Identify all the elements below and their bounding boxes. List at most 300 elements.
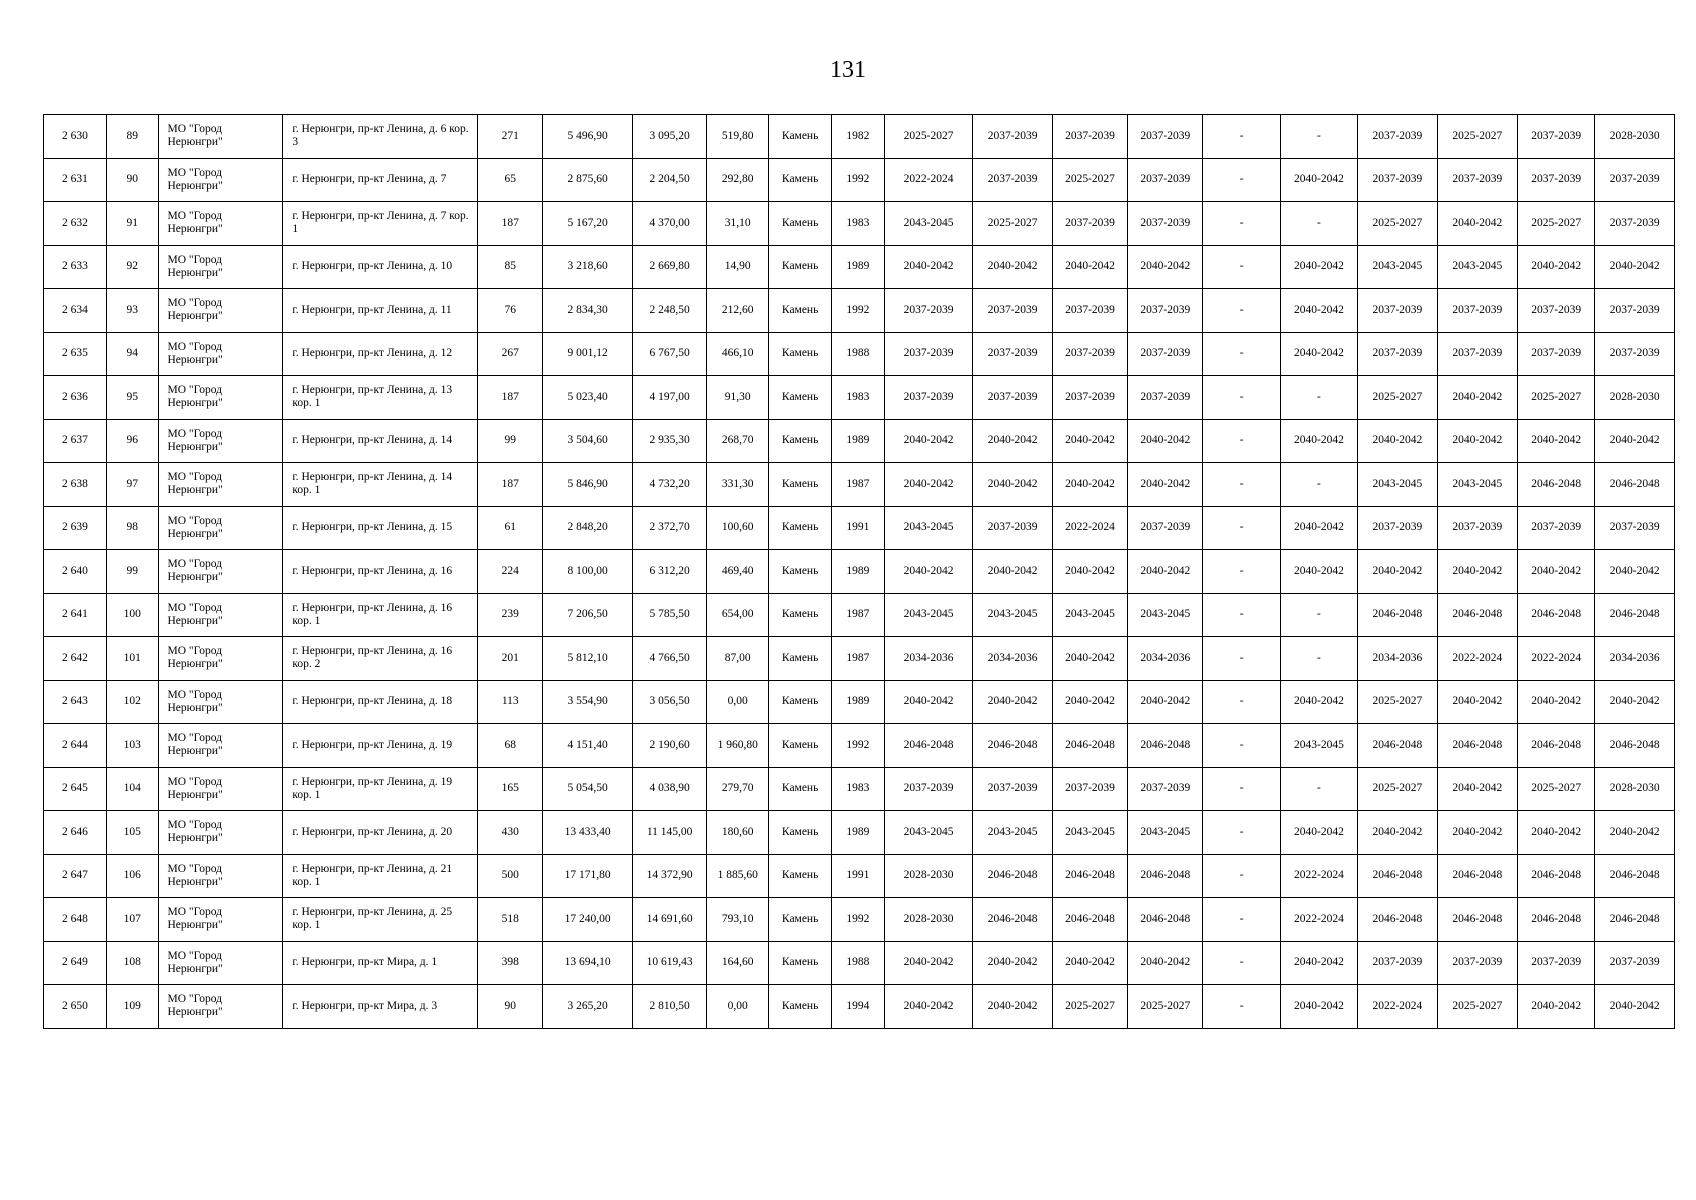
cell-period-7: 2037-2039 xyxy=(1358,158,1437,202)
cell-living-area: 2 810,50 xyxy=(633,985,707,1029)
cell-period-10: 2046-2048 xyxy=(1595,854,1675,898)
cell-period-10: 2040-2042 xyxy=(1595,550,1675,594)
cell-period-5: - xyxy=(1203,637,1280,681)
cell-total-area: 17 240,00 xyxy=(543,898,633,942)
cell-build-year: 1988 xyxy=(832,941,885,985)
cell-build-year: 1994 xyxy=(832,985,885,1029)
cell-municipality: МО "Город Нерюнгри" xyxy=(158,245,283,289)
cell-address: г. Нерюнгри, пр-кт Ленина, д. 16 xyxy=(283,550,478,594)
table-row xyxy=(44,898,1675,942)
cell-period-3: 2040-2042 xyxy=(1052,463,1127,507)
cell-wall-material: Камень xyxy=(769,898,832,942)
table-row xyxy=(44,985,1675,1029)
cell-period-6: - xyxy=(1280,463,1357,507)
cell-period-9: 2040-2042 xyxy=(1518,811,1595,855)
cell-residents: 187 xyxy=(478,202,543,246)
cell-item-number: 98 xyxy=(106,506,158,550)
cell-period-8: 2025-2027 xyxy=(1437,985,1517,1029)
cell-period-2: 2040-2042 xyxy=(973,245,1052,289)
cell-residents: 201 xyxy=(478,637,543,681)
cell-row-number: 2 631 xyxy=(44,158,107,202)
cell-period-1: 2037-2039 xyxy=(884,767,973,811)
cell-period-6: - xyxy=(1280,767,1357,811)
cell-non-living-area: 212,60 xyxy=(707,289,769,333)
cell-address: г. Нерюнгри, пр-кт Ленина, д. 11 xyxy=(283,289,478,333)
cell-period-1: 2040-2042 xyxy=(884,941,973,985)
cell-non-living-area: 292,80 xyxy=(707,158,769,202)
cell-non-living-area: 331,30 xyxy=(707,463,769,507)
cell-period-10: 2034-2036 xyxy=(1595,637,1675,681)
cell-period-10: 2037-2039 xyxy=(1595,332,1675,376)
table-row xyxy=(44,115,1675,159)
cell-build-year: 1989 xyxy=(832,245,885,289)
cell-period-5: - xyxy=(1203,289,1280,333)
table-row xyxy=(44,376,1675,420)
cell-period-1: 2022-2024 xyxy=(884,158,973,202)
cell-address: г. Нерюнгри, пр-кт Ленина, д. 18 xyxy=(283,680,478,724)
table-row xyxy=(44,506,1675,550)
cell-address: г. Нерюнгри, пр-кт Ленина, д. 13 кор. 1 xyxy=(283,376,478,420)
cell-municipality: МО "Город Нерюнгри" xyxy=(158,680,283,724)
cell-residents: 239 xyxy=(478,593,543,637)
cell-period-4: 2037-2039 xyxy=(1128,289,1203,333)
cell-wall-material: Камень xyxy=(769,593,832,637)
cell-period-7: 2037-2039 xyxy=(1358,941,1437,985)
cell-period-3: 2037-2039 xyxy=(1052,289,1127,333)
cell-item-number: 95 xyxy=(106,376,158,420)
cell-item-number: 102 xyxy=(106,680,158,724)
cell-period-9: 2037-2039 xyxy=(1518,289,1595,333)
cell-build-year: 1987 xyxy=(832,463,885,507)
cell-total-area: 3 554,90 xyxy=(543,680,633,724)
cell-build-year: 1982 xyxy=(832,115,885,159)
cell-row-number: 2 649 xyxy=(44,941,107,985)
cell-row-number: 2 645 xyxy=(44,767,107,811)
cell-period-6: 2040-2042 xyxy=(1280,332,1357,376)
cell-period-4: 2025-2027 xyxy=(1128,985,1203,1029)
cell-living-area: 2 669,80 xyxy=(633,245,707,289)
cell-period-4: 2034-2036 xyxy=(1128,637,1203,681)
cell-period-10: 2046-2048 xyxy=(1595,463,1675,507)
cell-period-6: - xyxy=(1280,637,1357,681)
cell-period-4: 2043-2045 xyxy=(1128,811,1203,855)
cell-period-10: 2046-2048 xyxy=(1595,724,1675,768)
cell-period-5: - xyxy=(1203,680,1280,724)
cell-period-4: 2046-2048 xyxy=(1128,854,1203,898)
cell-wall-material: Камень xyxy=(769,506,832,550)
cell-period-9: 2046-2048 xyxy=(1518,854,1595,898)
cell-period-3: 2040-2042 xyxy=(1052,941,1127,985)
cell-period-8: 2037-2039 xyxy=(1437,332,1517,376)
cell-period-10: 2037-2039 xyxy=(1595,289,1675,333)
cell-period-6: 2022-2024 xyxy=(1280,898,1357,942)
cell-row-number: 2 636 xyxy=(44,376,107,420)
cell-period-1: 2043-2045 xyxy=(884,593,973,637)
cell-period-9: 2046-2048 xyxy=(1518,898,1595,942)
cell-period-7: 2025-2027 xyxy=(1358,376,1437,420)
cell-period-7: 2040-2042 xyxy=(1358,419,1437,463)
cell-wall-material: Камень xyxy=(769,941,832,985)
cell-period-1: 2040-2042 xyxy=(884,245,973,289)
cell-period-4: 2046-2048 xyxy=(1128,724,1203,768)
cell-wall-material: Камень xyxy=(769,811,832,855)
cell-period-5: - xyxy=(1203,941,1280,985)
cell-period-7: 2040-2042 xyxy=(1358,811,1437,855)
cell-non-living-area: 793,10 xyxy=(707,898,769,942)
cell-living-area: 6 767,50 xyxy=(633,332,707,376)
cell-residents: 500 xyxy=(478,854,543,898)
housing-registry-table xyxy=(43,114,1675,1029)
cell-period-10: 2040-2042 xyxy=(1595,985,1675,1029)
table-row xyxy=(44,637,1675,681)
cell-period-1: 2043-2045 xyxy=(884,811,973,855)
cell-period-3: 2046-2048 xyxy=(1052,898,1127,942)
cell-address: г. Нерюнгри, пр-кт Ленина, д. 7 xyxy=(283,158,478,202)
cell-period-7: 2046-2048 xyxy=(1358,898,1437,942)
cell-municipality: МО "Город Нерюнгри" xyxy=(158,376,283,420)
cell-total-area: 5 054,50 xyxy=(543,767,633,811)
cell-wall-material: Камень xyxy=(769,419,832,463)
cell-living-area: 4 766,50 xyxy=(633,637,707,681)
cell-period-4: 2037-2039 xyxy=(1128,376,1203,420)
cell-build-year: 1987 xyxy=(832,637,885,681)
cell-period-2: 2040-2042 xyxy=(973,463,1052,507)
cell-residents: 90 xyxy=(478,985,543,1029)
cell-build-year: 1987 xyxy=(832,593,885,637)
cell-living-area: 3 056,50 xyxy=(633,680,707,724)
cell-period-2: 2040-2042 xyxy=(973,419,1052,463)
cell-residents: 398 xyxy=(478,941,543,985)
table-row xyxy=(44,158,1675,202)
cell-non-living-area: 164,60 xyxy=(707,941,769,985)
cell-period-2: 2037-2039 xyxy=(973,158,1052,202)
cell-wall-material: Камень xyxy=(769,985,832,1029)
table-row xyxy=(44,680,1675,724)
cell-total-area: 13 694,10 xyxy=(543,941,633,985)
cell-period-9: 2025-2027 xyxy=(1518,376,1595,420)
cell-living-area: 2 372,70 xyxy=(633,506,707,550)
cell-item-number: 106 xyxy=(106,854,158,898)
cell-period-10: 2028-2030 xyxy=(1595,376,1675,420)
cell-row-number: 2 637 xyxy=(44,419,107,463)
cell-period-3: 2025-2027 xyxy=(1052,985,1127,1029)
cell-non-living-area: 466,10 xyxy=(707,332,769,376)
cell-total-area: 5 496,90 xyxy=(543,115,633,159)
cell-period-1: 2037-2039 xyxy=(884,289,973,333)
cell-period-3: 2043-2045 xyxy=(1052,593,1127,637)
cell-row-number: 2 646 xyxy=(44,811,107,855)
cell-wall-material: Камень xyxy=(769,376,832,420)
cell-municipality: МО "Город Нерюнгри" xyxy=(158,941,283,985)
cell-period-8: 2046-2048 xyxy=(1437,854,1517,898)
cell-period-10: 2037-2039 xyxy=(1595,941,1675,985)
cell-period-4: 2040-2042 xyxy=(1128,245,1203,289)
cell-period-7: 2043-2045 xyxy=(1358,463,1437,507)
cell-period-7: 2043-2045 xyxy=(1358,245,1437,289)
cell-municipality: МО "Город Нерюнгри" xyxy=(158,593,283,637)
cell-item-number: 89 xyxy=(106,115,158,159)
cell-wall-material: Камень xyxy=(769,767,832,811)
cell-period-7: 2025-2027 xyxy=(1358,202,1437,246)
cell-period-5: - xyxy=(1203,985,1280,1029)
cell-period-1: 2043-2045 xyxy=(884,202,973,246)
cell-total-area: 4 151,40 xyxy=(543,724,633,768)
table-row xyxy=(44,202,1675,246)
cell-period-3: 2040-2042 xyxy=(1052,637,1127,681)
cell-non-living-area: 654,00 xyxy=(707,593,769,637)
cell-municipality: МО "Город Нерюнгри" xyxy=(158,506,283,550)
cell-period-5: - xyxy=(1203,767,1280,811)
cell-period-3: 2046-2048 xyxy=(1052,724,1127,768)
cell-build-year: 1989 xyxy=(832,811,885,855)
cell-period-5: - xyxy=(1203,593,1280,637)
cell-period-2: 2034-2036 xyxy=(973,637,1052,681)
cell-period-4: 2040-2042 xyxy=(1128,680,1203,724)
cell-living-area: 3 095,20 xyxy=(633,115,707,159)
cell-wall-material: Камень xyxy=(769,289,832,333)
cell-period-2: 2037-2039 xyxy=(973,767,1052,811)
cell-row-number: 2 635 xyxy=(44,332,107,376)
cell-period-6: 2040-2042 xyxy=(1280,419,1357,463)
cell-period-6: 2040-2042 xyxy=(1280,289,1357,333)
cell-living-area: 6 312,20 xyxy=(633,550,707,594)
cell-build-year: 1991 xyxy=(832,506,885,550)
cell-period-10: 2040-2042 xyxy=(1595,419,1675,463)
cell-build-year: 1992 xyxy=(832,158,885,202)
cell-period-1: 2037-2039 xyxy=(884,332,973,376)
cell-period-8: 2040-2042 xyxy=(1437,550,1517,594)
cell-living-area: 11 145,00 xyxy=(633,811,707,855)
cell-period-3: 2037-2039 xyxy=(1052,376,1127,420)
cell-period-10: 2040-2042 xyxy=(1595,811,1675,855)
cell-total-area: 17 171,80 xyxy=(543,854,633,898)
cell-period-8: 2037-2039 xyxy=(1437,158,1517,202)
cell-residents: 267 xyxy=(478,332,543,376)
cell-period-1: 2040-2042 xyxy=(884,463,973,507)
cell-period-1: 2025-2027 xyxy=(884,115,973,159)
cell-row-number: 2 650 xyxy=(44,985,107,1029)
cell-period-6: 2040-2042 xyxy=(1280,811,1357,855)
cell-item-number: 94 xyxy=(106,332,158,376)
cell-item-number: 103 xyxy=(106,724,158,768)
cell-period-4: 2040-2042 xyxy=(1128,463,1203,507)
cell-municipality: МО "Город Нерюнгри" xyxy=(158,637,283,681)
cell-period-6: 2040-2042 xyxy=(1280,506,1357,550)
cell-living-area: 14 691,60 xyxy=(633,898,707,942)
cell-period-7: 2022-2024 xyxy=(1358,985,1437,1029)
cell-period-6: 2040-2042 xyxy=(1280,245,1357,289)
cell-period-9: 2040-2042 xyxy=(1518,985,1595,1029)
cell-build-year: 1983 xyxy=(832,376,885,420)
cell-non-living-area: 87,00 xyxy=(707,637,769,681)
cell-item-number: 93 xyxy=(106,289,158,333)
cell-period-3: 2037-2039 xyxy=(1052,767,1127,811)
cell-period-10: 2046-2048 xyxy=(1595,898,1675,942)
cell-period-2: 2040-2042 xyxy=(973,985,1052,1029)
cell-period-9: 2040-2042 xyxy=(1518,550,1595,594)
cell-row-number: 2 644 xyxy=(44,724,107,768)
cell-period-10: 2040-2042 xyxy=(1595,680,1675,724)
cell-total-area: 7 206,50 xyxy=(543,593,633,637)
cell-period-10: 2040-2042 xyxy=(1595,245,1675,289)
cell-row-number: 2 633 xyxy=(44,245,107,289)
cell-period-9: 2046-2048 xyxy=(1518,593,1595,637)
cell-period-3: 2022-2024 xyxy=(1052,506,1127,550)
cell-item-number: 90 xyxy=(106,158,158,202)
cell-total-area: 5 812,10 xyxy=(543,637,633,681)
cell-period-3: 2025-2027 xyxy=(1052,158,1127,202)
cell-item-number: 97 xyxy=(106,463,158,507)
cell-non-living-area: 31,10 xyxy=(707,202,769,246)
cell-address: г. Нерюнгри, пр-кт Ленина, д. 14 xyxy=(283,419,478,463)
cell-period-7: 2037-2039 xyxy=(1358,506,1437,550)
cell-non-living-area: 14,90 xyxy=(707,245,769,289)
cell-period-3: 2040-2042 xyxy=(1052,245,1127,289)
cell-period-1: 2040-2042 xyxy=(884,680,973,724)
table-row xyxy=(44,593,1675,637)
cell-period-7: 2046-2048 xyxy=(1358,593,1437,637)
cell-residents: 187 xyxy=(478,376,543,420)
cell-total-area: 5 023,40 xyxy=(543,376,633,420)
cell-non-living-area: 268,70 xyxy=(707,419,769,463)
cell-municipality: МО "Город Нерюнгри" xyxy=(158,985,283,1029)
cell-address: г. Нерюнгри, пр-кт Ленина, д. 15 xyxy=(283,506,478,550)
cell-period-1: 2040-2042 xyxy=(884,550,973,594)
cell-row-number: 2 648 xyxy=(44,898,107,942)
cell-living-area: 4 732,20 xyxy=(633,463,707,507)
page-number: 131 xyxy=(830,57,866,83)
cell-living-area: 14 372,90 xyxy=(633,854,707,898)
cell-non-living-area: 0,00 xyxy=(707,985,769,1029)
cell-period-2: 2040-2042 xyxy=(973,941,1052,985)
cell-wall-material: Камень xyxy=(769,158,832,202)
cell-period-5: - xyxy=(1203,419,1280,463)
cell-period-7: 2046-2048 xyxy=(1358,724,1437,768)
cell-wall-material: Камень xyxy=(769,115,832,159)
cell-address: г. Нерюнгри, пр-кт Ленина, д. 19 кор. 1 xyxy=(283,767,478,811)
cell-non-living-area: 469,40 xyxy=(707,550,769,594)
cell-residents: 85 xyxy=(478,245,543,289)
cell-address: г. Нерюнгри, пр-кт Ленина, д. 14 кор. 1 xyxy=(283,463,478,507)
cell-living-area: 2 190,60 xyxy=(633,724,707,768)
cell-item-number: 100 xyxy=(106,593,158,637)
cell-address: г. Нерюнгри, пр-кт Мира, д. 1 xyxy=(283,941,478,985)
cell-period-9: 2040-2042 xyxy=(1518,245,1595,289)
table-row xyxy=(44,550,1675,594)
cell-row-number: 2 634 xyxy=(44,289,107,333)
cell-municipality: МО "Город Нерюнгри" xyxy=(158,202,283,246)
cell-address: г. Нерюнгри, пр-кт Ленина, д. 16 кор. 2 xyxy=(283,637,478,681)
cell-non-living-area: 100,60 xyxy=(707,506,769,550)
cell-period-2: 2043-2045 xyxy=(973,811,1052,855)
table-row xyxy=(44,811,1675,855)
cell-non-living-area: 1 885,60 xyxy=(707,854,769,898)
table-row xyxy=(44,463,1675,507)
cell-period-4: 2037-2039 xyxy=(1128,115,1203,159)
cell-item-number: 104 xyxy=(106,767,158,811)
cell-address: г. Нерюнгри, пр-кт Ленина, д. 20 xyxy=(283,811,478,855)
cell-period-4: 2037-2039 xyxy=(1128,506,1203,550)
cell-living-area: 5 785,50 xyxy=(633,593,707,637)
cell-address: г. Нерюнгри, пр-кт Ленина, д. 19 xyxy=(283,724,478,768)
cell-row-number: 2 642 xyxy=(44,637,107,681)
cell-build-year: 1989 xyxy=(832,550,885,594)
cell-period-3: 2043-2045 xyxy=(1052,811,1127,855)
cell-period-5: - xyxy=(1203,854,1280,898)
cell-period-6: 2022-2024 xyxy=(1280,854,1357,898)
cell-residents: 76 xyxy=(478,289,543,333)
cell-period-6: - xyxy=(1280,115,1357,159)
cell-row-number: 2 647 xyxy=(44,854,107,898)
cell-period-6: 2040-2042 xyxy=(1280,550,1357,594)
cell-period-5: - xyxy=(1203,115,1280,159)
cell-period-3: 2037-2039 xyxy=(1052,115,1127,159)
cell-period-2: 2046-2048 xyxy=(973,854,1052,898)
cell-period-9: 2037-2039 xyxy=(1518,115,1595,159)
cell-period-1: 2034-2036 xyxy=(884,637,973,681)
cell-period-8: 2043-2045 xyxy=(1437,463,1517,507)
cell-period-5: - xyxy=(1203,376,1280,420)
cell-period-9: 2046-2048 xyxy=(1518,463,1595,507)
cell-municipality: МО "Город Нерюнгри" xyxy=(158,419,283,463)
cell-item-number: 99 xyxy=(106,550,158,594)
cell-period-2: 2037-2039 xyxy=(973,506,1052,550)
cell-living-area: 10 619,43 xyxy=(633,941,707,985)
cell-build-year: 1989 xyxy=(832,419,885,463)
cell-period-1: 2028-2030 xyxy=(884,854,973,898)
cell-period-8: 2040-2042 xyxy=(1437,202,1517,246)
cell-period-5: - xyxy=(1203,898,1280,942)
cell-total-area: 3 218,60 xyxy=(543,245,633,289)
cell-build-year: 1983 xyxy=(832,202,885,246)
cell-municipality: МО "Город Нерюнгри" xyxy=(158,463,283,507)
cell-item-number: 92 xyxy=(106,245,158,289)
cell-municipality: МО "Город Нерюнгри" xyxy=(158,854,283,898)
cell-period-1: 2037-2039 xyxy=(884,376,973,420)
table-row xyxy=(44,854,1675,898)
cell-period-6: 2043-2045 xyxy=(1280,724,1357,768)
cell-period-2: 2043-2045 xyxy=(973,593,1052,637)
cell-item-number: 109 xyxy=(106,985,158,1029)
cell-residents: 165 xyxy=(478,767,543,811)
cell-period-6: 2040-2042 xyxy=(1280,985,1357,1029)
cell-period-10: 2046-2048 xyxy=(1595,593,1675,637)
cell-row-number: 2 632 xyxy=(44,202,107,246)
cell-period-6: 2040-2042 xyxy=(1280,158,1357,202)
cell-period-8: 2037-2039 xyxy=(1437,506,1517,550)
cell-municipality: МО "Город Нерюнгри" xyxy=(158,724,283,768)
cell-address: г. Нерюнгри, пр-кт Ленина, д. 16 кор. 1 xyxy=(283,593,478,637)
cell-municipality: МО "Город Нерюнгри" xyxy=(158,332,283,376)
cell-residents: 65 xyxy=(478,158,543,202)
cell-period-7: 2025-2027 xyxy=(1358,680,1437,724)
cell-non-living-area: 1 960,80 xyxy=(707,724,769,768)
cell-period-4: 2037-2039 xyxy=(1128,158,1203,202)
cell-total-area: 5 846,90 xyxy=(543,463,633,507)
cell-period-6: - xyxy=(1280,376,1357,420)
cell-period-7: 2037-2039 xyxy=(1358,289,1437,333)
cell-period-3: 2040-2042 xyxy=(1052,419,1127,463)
cell-period-3: 2037-2039 xyxy=(1052,202,1127,246)
table-row xyxy=(44,767,1675,811)
cell-period-1: 2040-2042 xyxy=(884,419,973,463)
cell-period-8: 2037-2039 xyxy=(1437,941,1517,985)
cell-period-2: 2025-2027 xyxy=(973,202,1052,246)
cell-period-9: 2025-2027 xyxy=(1518,767,1595,811)
cell-municipality: МО "Город Нерюнгри" xyxy=(158,115,283,159)
cell-period-5: - xyxy=(1203,245,1280,289)
cell-period-9: 2037-2039 xyxy=(1518,158,1595,202)
